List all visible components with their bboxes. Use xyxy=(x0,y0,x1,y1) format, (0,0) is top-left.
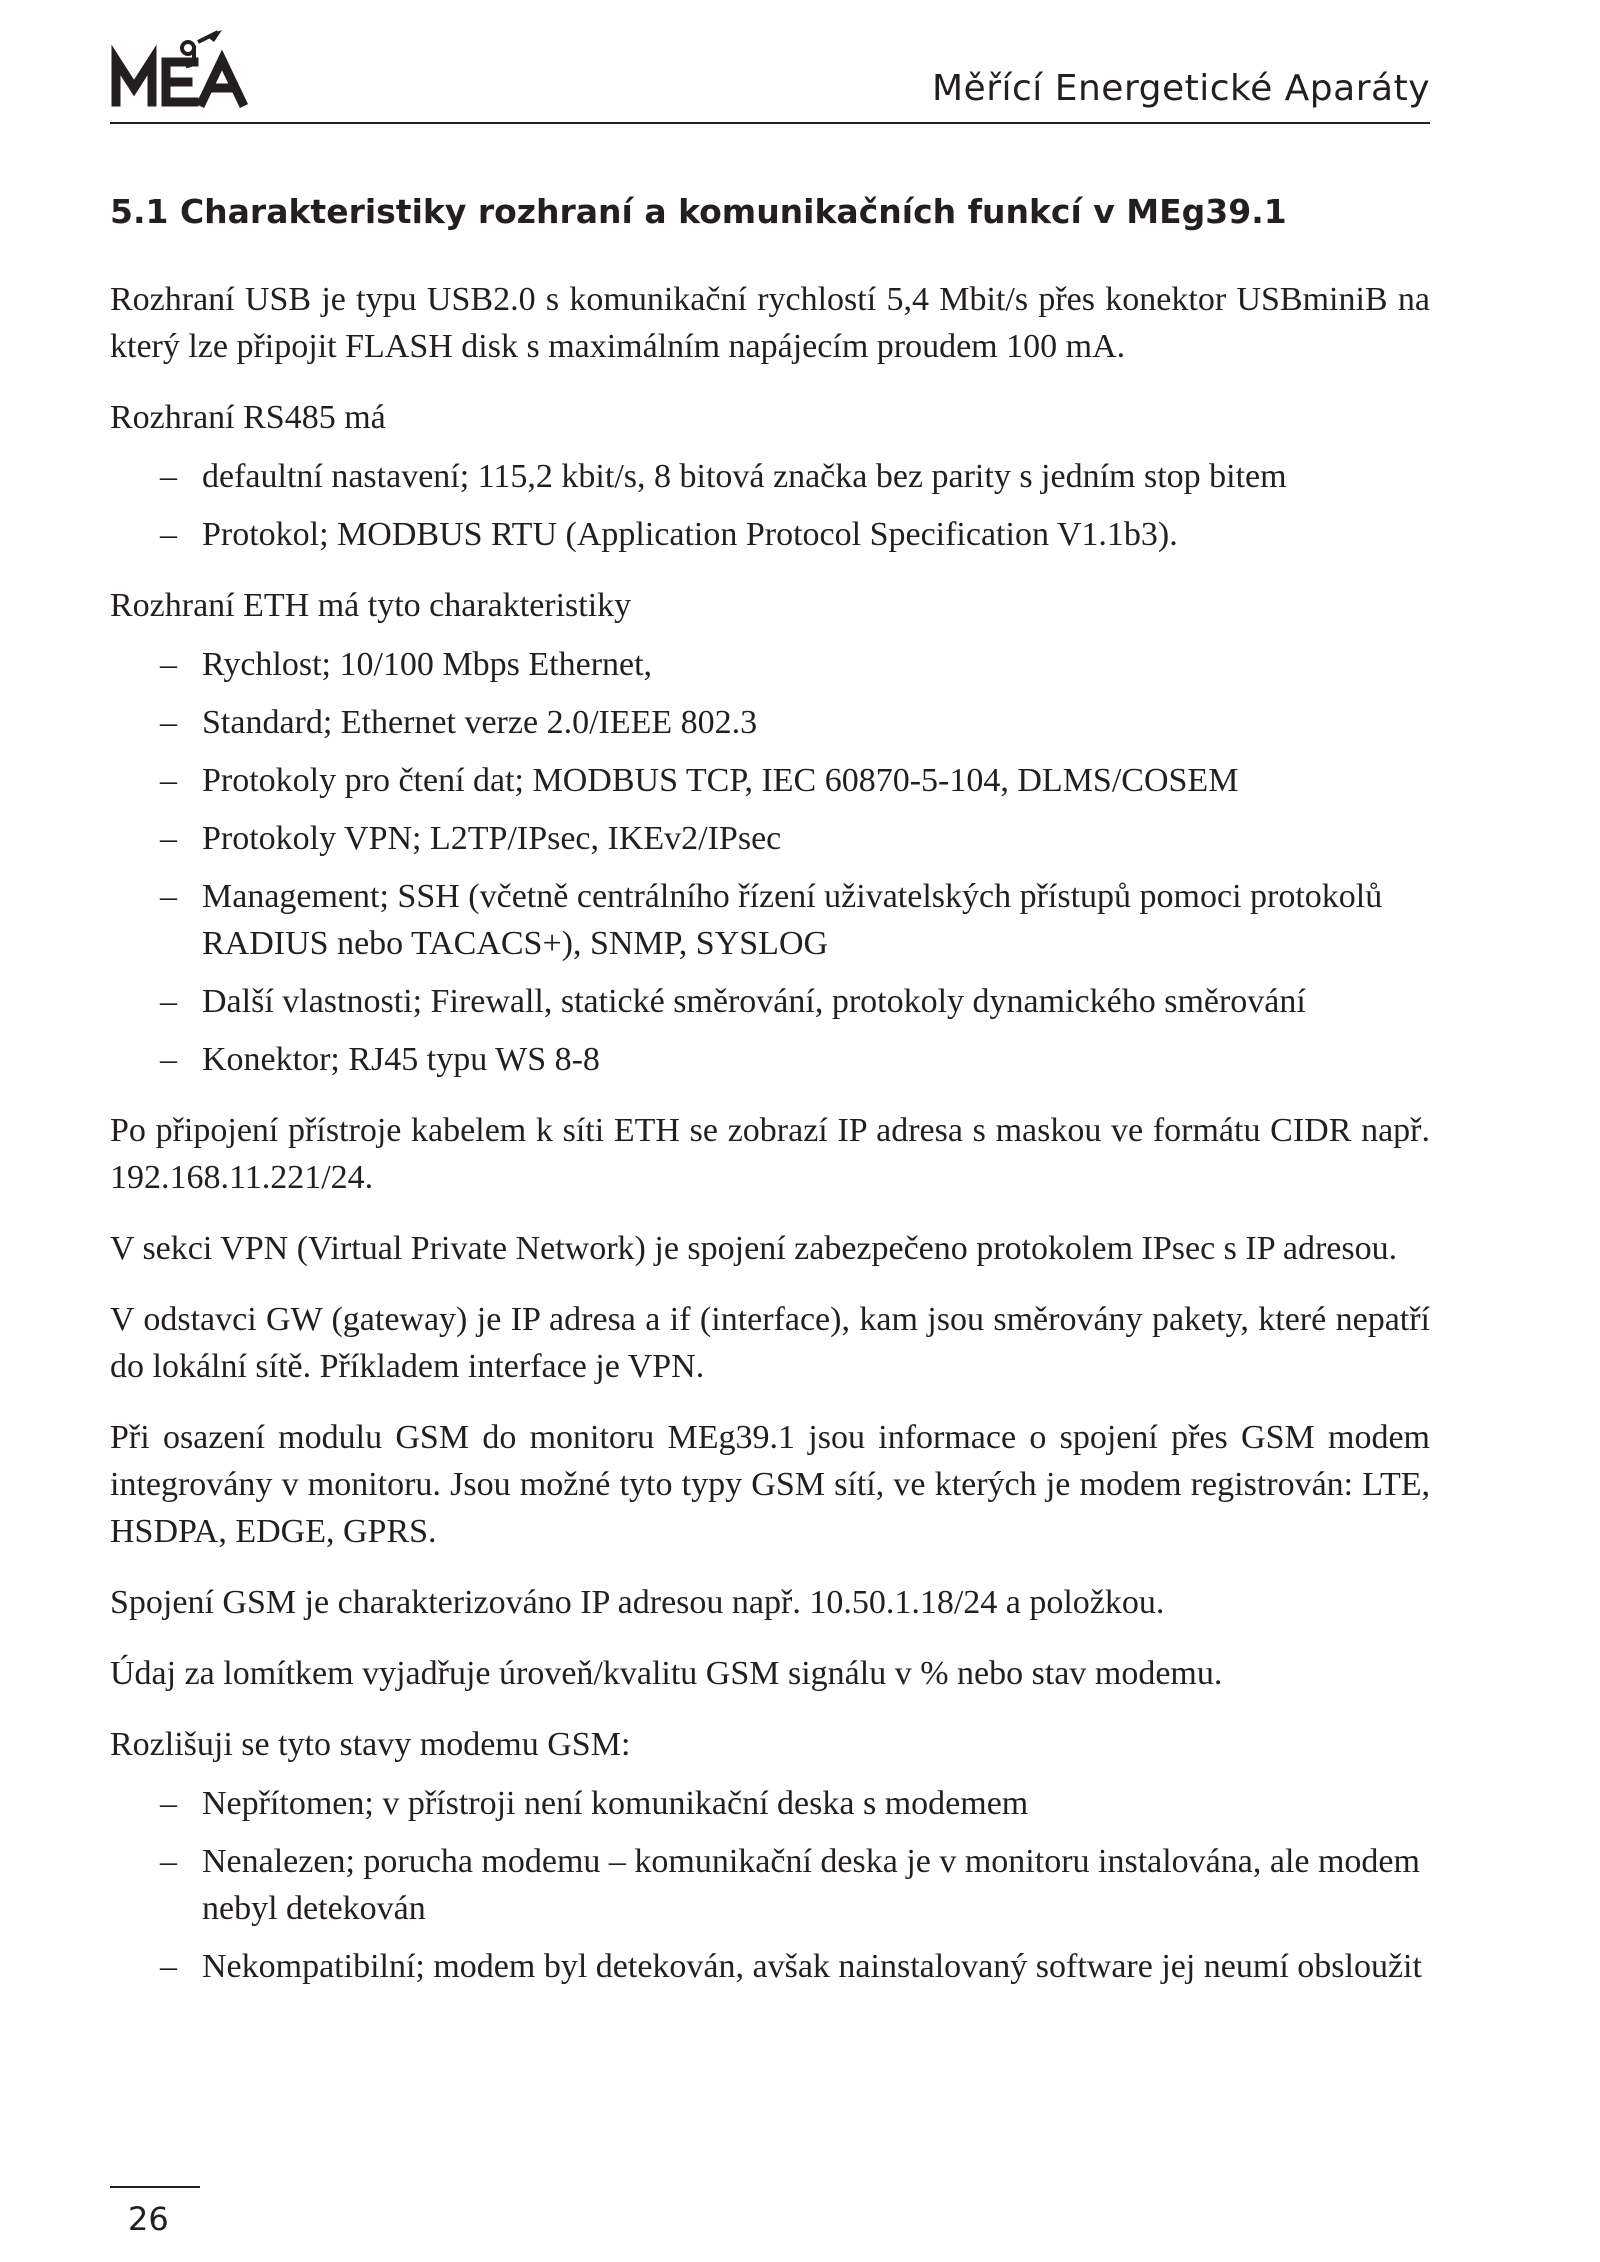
list-item-text: Management; SSH (včetně centrálního řízení uživatelských přístupů pomoci protokolů RADIUS nebo TACACS+), SNMP, SYSLOG xyxy=(202,878,1383,962)
dash-bullet: – xyxy=(160,704,177,741)
dash-bullet: – xyxy=(160,516,177,553)
list-item xyxy=(110,1036,1430,1083)
gateway-paragraph: V odstavci GW (gateway) je IP adresa a if (interface), kam jsou směrovány pakety, které nepatří do lokální sítě. Příkladem interface je VPN. xyxy=(110,1301,1430,1385)
gsm-states-list xyxy=(110,1780,1430,1990)
list-item xyxy=(110,873,1430,967)
header-divider xyxy=(110,122,1430,124)
list-item xyxy=(110,511,1430,558)
dash-bullet: – xyxy=(160,820,177,857)
rs485-intro: Rozhraní RS485 má xyxy=(110,399,386,436)
dash-bullet: – xyxy=(160,1785,177,1822)
list-item-text: Nenalezen; porucha modemu – komunikační deska je v monitoru instalována, ale modem nebyl detekován xyxy=(202,1843,1420,1927)
list-item xyxy=(110,815,1430,862)
dash-bullet: – xyxy=(160,646,177,683)
list-item-text: Protokoly VPN; L2TP/IPsec, IKEv2/IPsec xyxy=(202,820,782,857)
list-item-text: Protokoly pro čtení dat; MODBUS TCP, IEC 60870-5-104, DLMS/COSEM xyxy=(202,762,1239,799)
gsm-signal-paragraph: Údaj za lomítkem vyjadřuje úroveň/kvalitu GSM signálu v % nebo stav modemu. xyxy=(110,1655,1223,1692)
gsm-ip-paragraph: Spojení GSM je charakterizováno IP adresou např. 10.50.1.18/24 a položkou. xyxy=(110,1584,1165,1621)
rs485-list xyxy=(110,453,1430,558)
eth-intro: Rozhraní ETH má tyto charakteristiky xyxy=(110,587,632,624)
dash-bullet: – xyxy=(160,1843,177,1880)
list-item-text: Rychlost; 10/100 Mbps Ethernet, xyxy=(202,646,653,683)
list-item xyxy=(110,978,1430,1025)
page-content xyxy=(110,190,1430,2014)
list-item xyxy=(110,1780,1430,1827)
ip-cidr-paragraph: Po připojení přístroje kabelem k síti ETH se zobrazí IP adresa s maskou ve formátu CIDR např. 192.168.11.221/24. xyxy=(110,1112,1430,1196)
header-title: Měřící Energetické Aparáty xyxy=(931,68,1430,109)
list-item-text: Konektor; RJ45 typu WS 8-8 xyxy=(202,1041,600,1078)
list-item xyxy=(110,1838,1430,1932)
list-item-text: Nepřítomen; v přístroji není komunikační deska s modemem xyxy=(202,1785,1029,1822)
section-title: 5.1 Charakteristiky rozhraní a komunikačních funkcí v MEg39.1 xyxy=(110,192,1287,231)
document-page xyxy=(110,0,1430,2262)
gsm-module-paragraph: Při osazení modulu GSM do monitoru MEg39.1 jsou informace o spojení přes GSM modem integrovány v monitoru. Jsou možné tyto typy GSM sítí, ve kterých je modem registrován: LTE, HSDPA, EDGE, GPRS. xyxy=(110,1419,1430,1550)
gsm-states-intro: Rozlišuji se tyto stavy modemu GSM: xyxy=(110,1726,631,1763)
dash-bullet: – xyxy=(160,878,177,915)
list-item xyxy=(110,699,1430,746)
eth-list xyxy=(110,641,1430,1083)
list-item xyxy=(110,641,1430,688)
footer-divider xyxy=(110,2186,200,2188)
list-item xyxy=(110,1943,1430,1990)
dash-bullet: – xyxy=(160,762,177,799)
list-item xyxy=(110,757,1430,804)
list-item-text: Protokol; MODBUS RTU (Application Protocol Specification V1.1b3). xyxy=(202,516,1178,553)
dash-bullet: – xyxy=(160,983,177,1020)
dash-bullet: – xyxy=(160,1948,177,1985)
usb-paragraph: Rozhraní USB je typu USB2.0 s komunikační rychlostí 5,4 Mbit/s přes konektor USBminiB na který lze připojit FLASH disk s maximálním napájecím proudem 100 mA. xyxy=(110,281,1430,365)
page-number: 26 xyxy=(128,2200,169,2238)
vpn-paragraph: V sekci VPN (Virtual Private Network) je spojení zabezpečeno protokolem IPsec s IP adresou. xyxy=(110,1230,1398,1267)
list-item-text: Další vlastnosti; Firewall, statické směrování, protokoly dynamického směrování xyxy=(202,983,1306,1020)
list-item xyxy=(110,453,1430,500)
list-item-text: Nekompatibilní; modem byl detekován, avšak nainstalovaný software jej neumí obsloužit xyxy=(202,1948,1422,1985)
dash-bullet: – xyxy=(160,1041,177,1078)
list-item-text: defaultní nastavení; 115,2 kbit/s, 8 bitová značka bez parity s jedním stop bitem xyxy=(202,458,1287,495)
page-header xyxy=(110,30,1430,126)
mega-logo xyxy=(110,30,250,110)
list-item-text: Standard; Ethernet verze 2.0/IEEE 802.3 xyxy=(202,704,758,741)
dash-bullet: – xyxy=(160,458,177,495)
